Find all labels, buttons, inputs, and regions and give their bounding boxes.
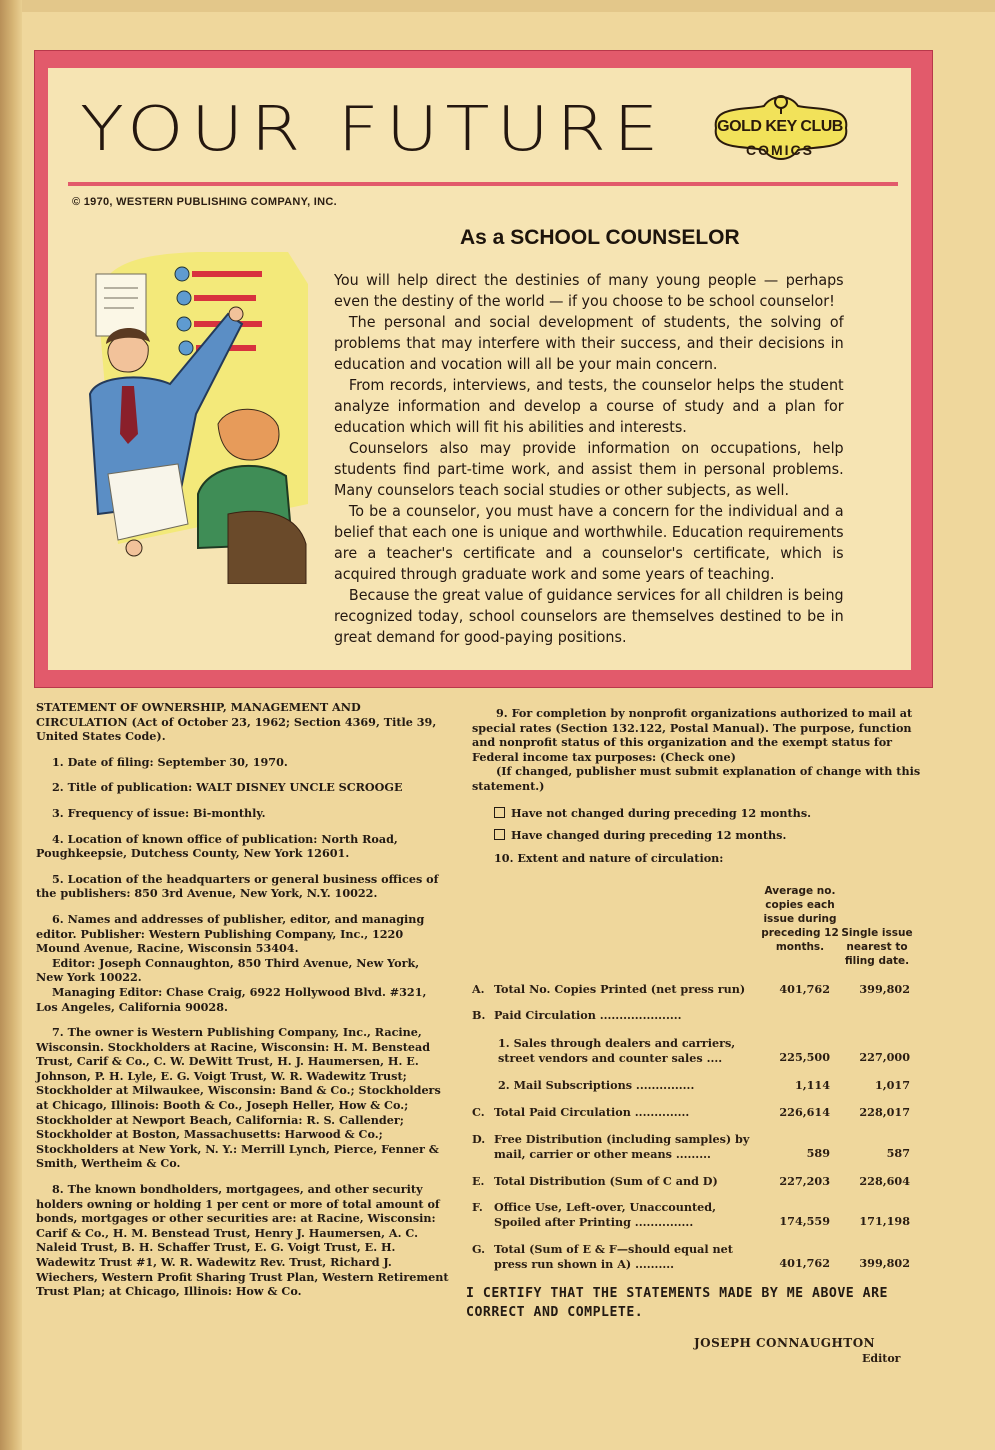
statement-item-10: 10. Extent and nature of circulation:: [494, 850, 724, 865]
statement-item: 4. Location of known office of publication: North Road, Poughkeepsie, Dutchess County, New York 12601.: [36, 831, 398, 861]
statement-item: 2. Title of publication: WALT DISNEY UNCLE SCROOGE: [52, 780, 403, 795]
row-value-single: 171,198: [859, 1214, 910, 1228]
row-value-average: 401,762: [779, 982, 830, 996]
checkbox-row-changed: [472, 828, 924, 843]
ad-heading: As a SCHOOL COUNSELOR: [460, 226, 740, 249]
counselor-illustration-icon: [78, 244, 328, 584]
column-header-average: Average no. copies each issue during preceding 12 months.: [761, 885, 839, 953]
row-label: F.: [472, 1200, 483, 1214]
ad-paragraph: To be a counselor, you must have a concern for the individual and a belief that each one is unique and worthwhile. Education requirements are a teacher's certificate and a counselor's certificate, which is acquired through graduate work and some years of teaching.: [334, 502, 844, 583]
signer-title: Editor: [862, 1352, 901, 1365]
column-header-single-issue: Single issue nearest to filing date.: [841, 927, 913, 967]
statement-item: Managing Editor: Chase Craig, 6922 Hollywood Blvd. #321, Los Angeles, California 90028.: [36, 984, 427, 1014]
row-value-single: 228,604: [859, 1174, 910, 1188]
row-value-average: 227,203: [779, 1174, 830, 1188]
row-value-average: 225,500: [779, 1050, 830, 1064]
row-label: G.: [472, 1242, 486, 1256]
row-text: Office Use, Left-over, Unaccounted, Spoiled after Printing ...............: [494, 1200, 717, 1229]
row-value-average: 174,559: [779, 1214, 830, 1228]
statement-item: 3. Frequency of issue: Bi-monthly.: [52, 805, 266, 820]
ad-body-text: [334, 270, 844, 648]
circulation-column-headers: [760, 884, 920, 974]
statement-item: 1. Date of filing: September 30, 1970.: [52, 754, 288, 769]
row-label: E.: [472, 1174, 485, 1188]
row-text: Total Paid Circulation ..............: [494, 1105, 690, 1119]
checkbox-icon[interactable]: [494, 829, 505, 840]
row-value-average: 589: [806, 1146, 830, 1160]
statement-left-column: [36, 700, 450, 1310]
title-rule: [68, 182, 898, 186]
row-text: Total (Sum of E & F—should equal net press run shown in A) ..........: [494, 1242, 733, 1271]
checkbox-icon[interactable]: [494, 807, 505, 818]
row-text: Total Distribution (Sum of C and D): [494, 1174, 718, 1188]
ad-paragraph: The personal and social development of students, the solving of problems that may interfere with their success, and their decisions in education and vocation will all be your main concern.: [334, 313, 844, 373]
ad-paragraph: Counselors also may provide information on occupations, help students find part-time work, and assist them in personal problems. Many counselors teach social studies or other subjects, as well.: [334, 439, 844, 499]
page-top-strip: [0, 0, 995, 12]
row-value-single: 228,017: [859, 1105, 910, 1119]
row-value-single: 1,017: [874, 1078, 910, 1092]
row-value-single: 399,802: [859, 982, 910, 996]
row-value-single: 587: [886, 1146, 910, 1160]
copyright-notice: © 1970, WESTERN PUBLISHING COMPANY, INC.: [72, 196, 337, 208]
statement-item-9: 9. For completion by nonprofit organizations authorized to mail at special rates (Section 132.122, Postal Manual). The purpose, function and nonprofit status of this organization and the exempt status for Federal income tax purposes: (Check one): [472, 706, 913, 764]
row-value-single: 399,802: [859, 1256, 910, 1270]
row-label: B.: [472, 1008, 486, 1022]
statement-item-9-note: (If changed, publisher must submit explanation of change with this statement.): [472, 764, 921, 793]
row-value-average: 1,114: [794, 1078, 830, 1092]
row-label: A.: [472, 982, 485, 996]
row-text: 1. Sales through dealers and carriers, street vendors and counter sales ....: [498, 1036, 736, 1065]
row-text: Total No. Copies Printed (net press run): [494, 982, 746, 996]
checkbox-row-not-changed: [472, 806, 924, 821]
row-text: Paid Circulation .....................: [494, 1008, 682, 1022]
ad-paragraph: From records, interviews, and tests, the counselor helps the student analyze information and develop a course of study and a plan for education which will fit his abilities and interests.: [334, 376, 844, 436]
statement-right-column: [472, 706, 924, 865]
row-value-single: 227,000: [859, 1050, 910, 1064]
row-label: D.: [472, 1132, 486, 1146]
ad-title: YOUR FUTURE: [80, 92, 666, 165]
statement-item: 7. The owner is Western Publishing Company, Inc., Racine, Wisconsin. Stockholders at Racine, Wisconsin: H. M. Benstead Trust, Carif & Co., C. W. DeWitt Trust, H. J. Haumersen, H. E. Johnson, P. H. Lyle, E. G. Voigt Trust, W. R. Wadewitz Trust; Stockholder at Milwaukee, Wisconsin: Band & Co.; Stockholders at Chicago, Illinois: Booth & Co., Joseph Heller, How & Co.; Stockholder at Newport Beach, California: R. S. Callender; Stockholder at Boston, Massachusetts: Harwood & Co.; Stockholders at New York, N. Y.: Merrill Lynch, Pierce, Fenner & Smith, Wertheim & Co.: [36, 1025, 441, 1171]
row-value-average: 401,762: [779, 1256, 830, 1270]
statement-item: 6. Names and addresses of publisher, editor, and managing editor. Publisher: Western Publishing Company, Inc., 1220 Mound Avenue, Racine, Wisconsin 53404.: [36, 911, 425, 956]
row-value-average: 226,614: [779, 1105, 830, 1119]
page-binding-edge: [0, 0, 22, 1450]
checkbox-label: Have not changed during preceding 12 months.: [511, 805, 812, 820]
signer-name: JOSEPH CONNAUGHTON: [694, 1336, 876, 1350]
ad-paragraph: You will help direct the destinies of many young people — perhaps even the destiny of the world — if you choose to be school counselor!: [334, 271, 844, 310]
ad-paragraph: Because the great value of guidance services for all children is being recognized today, school counselors are themselves destined to be in great demand for good-paying positions.: [334, 586, 844, 646]
statement-item: 5. Location of the headquarters or general business offices of the publishers: 850 3rd Avenue, New York, N.Y. 10022.: [36, 871, 439, 901]
statement-heading: STATEMENT OF OWNERSHIP, MANAGEMENT AND CIRCULATION (Act of October 23, 1962; Section 4369, Title 39, United States Code).: [36, 700, 437, 744]
statement-item: Editor: Joseph Connaughton, 850 Third Avenue, New York, New York 10022.: [36, 955, 420, 985]
badge-line-1: GOLD KEY CLUB: [717, 118, 843, 135]
row-text: 2. Mail Subscriptions ...............: [498, 1078, 695, 1092]
row-text: Free Distribution (including samples) by mail, carrier or other means .........: [494, 1132, 750, 1161]
checkbox-label: Have changed during preceding 12 months.: [511, 828, 787, 843]
statement-item: 8. The known bondholders, mortgagees, and other security holders owning or holding 1 per cent or more of total amount of bonds, mortgages or other securities are: at Racine, Wisconsin: Carif & Co., H. M. Benstead Trust, Henry J. Haumersen, A. C. Naleid Trust, B. H. Schaffer Trust, E. G. Voigt Trust, E. H. Wadewitz Trust #1, W. R. Wadewitz Rev. Trust, Richard J. Wiechers, Western Profit Sharing Trust Plan, Western Retirement Trust Plan; at Chicago, Illinois: How & Co.: [36, 1182, 449, 1299]
row-label: C.: [472, 1105, 485, 1119]
badge-line-2: COMICS: [746, 142, 814, 158]
certification-statement: I CERTIFY THAT THE STATEMENTS MADE BY ME ABOVE ARE CORRECT AND COMPLETE.: [466, 1286, 888, 1320]
